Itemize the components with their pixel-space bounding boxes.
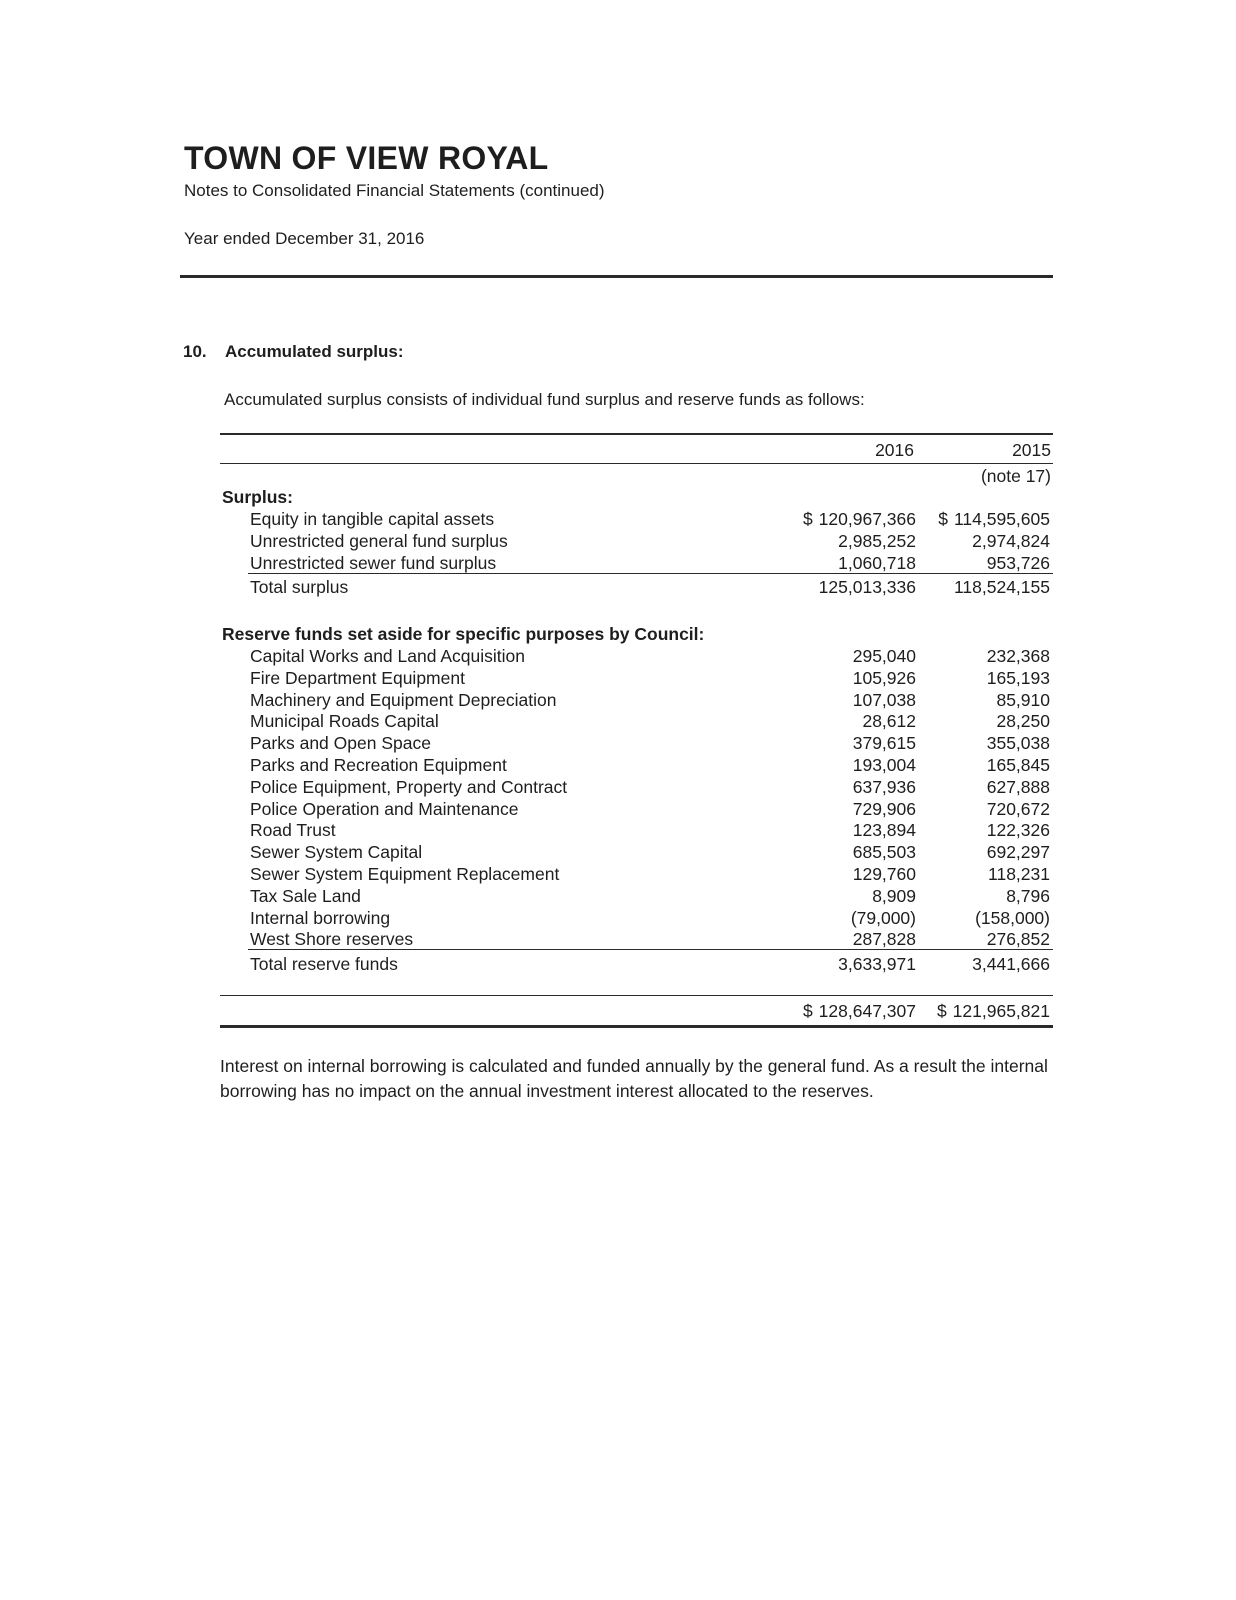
surplus-heading: Surplus:	[222, 487, 293, 507]
reserve-item-row	[220, 776, 1053, 798]
reserve-item-row	[220, 798, 1053, 820]
reporting-period: Year ended December 31, 2016	[184, 229, 425, 248]
grand-total-2015	[937, 1000, 1050, 1022]
surplus-item-amount-2015: 953,726	[986, 552, 1050, 573]
surplus-item-value-2016	[838, 530, 916, 552]
reserve-item-value-2015	[1006, 885, 1050, 907]
surplus-item-row	[220, 530, 1053, 552]
reserve-item-value-2015	[996, 689, 1050, 711]
surplus-item-amount-2015: 114,595,605	[953, 509, 1050, 529]
reserve-item-row	[220, 928, 1053, 950]
reserve-item-value-2016	[853, 798, 916, 820]
reserve-item-amount-2016: 729,906	[852, 798, 916, 819]
reserve-item-label: Road Trust	[250, 820, 336, 841]
reserve-item-label: Police Operation and Maintenance	[250, 798, 519, 819]
reserve-item-amount-2015: 627,888	[986, 776, 1050, 797]
reserve-heading: Reserve funds set aside for specific purposes by Council:	[222, 624, 705, 644]
reserve-item-label: Tax Sale Land	[250, 885, 361, 906]
reserve-item-row	[220, 863, 1053, 885]
reserve-item-amount-2016: 129,760	[852, 864, 916, 884]
surplus-heading-row	[220, 486, 1053, 508]
reserve-item-value-2016	[853, 863, 916, 885]
surplus-item-label: Unrestricted general fund surplus	[250, 530, 508, 551]
reserve-item-amount-2015: (158,000)	[975, 907, 1050, 928]
document-subtitle: Notes to Consolidated Financial Statements (continued)	[184, 181, 605, 200]
reserve-item-label: Parks and Recreation Equipment	[250, 755, 507, 775]
reserve-item-label: Parks and Open Space	[250, 733, 431, 754]
reserve-total-label: Total reserve funds	[250, 954, 398, 974]
surplus-item-value-2016	[838, 552, 916, 574]
reserve-item-amount-2016: 295,040	[852, 646, 916, 666]
surplus-item-row	[220, 552, 1053, 574]
header-divider	[180, 275, 1053, 278]
reserve-item-value-2015	[987, 645, 1050, 667]
reserve-item-amount-2015: 28,250	[996, 711, 1050, 732]
grand-total-2016	[803, 1000, 916, 1022]
surplus-item-amount-2015: 2,974,824	[972, 530, 1050, 551]
reserve-item-value-2016	[853, 928, 916, 950]
reserve-item-row	[220, 645, 1053, 667]
reserve-item-value-2015	[987, 841, 1050, 863]
reserve-item-label: West Shore reserves	[250, 929, 414, 950]
grand-total-2016-value: 128,647,307	[818, 1001, 916, 1021]
reserve-item-amount-2016: (79,000)	[850, 907, 916, 928]
reserve-item-label: Capital Works and Land Acquisition	[250, 646, 525, 666]
surplus-item-row	[220, 508, 1053, 530]
reserve-item-amount-2016: 287,828	[852, 929, 916, 950]
reserve-subtotal-rule	[248, 949, 1053, 950]
reserve-item-amount-2016: 8,909	[872, 885, 916, 906]
reserve-item-row	[220, 907, 1053, 929]
column-note: (note 17)	[980, 466, 1051, 486]
grand-total-double-rule	[220, 1025, 1053, 1028]
reserve-item-value-2016	[853, 732, 916, 754]
reserve-item-amount-2015: 276,852	[986, 929, 1050, 950]
column-header-2015: 2015	[1012, 440, 1051, 460]
reserve-item-value-2016	[853, 667, 916, 689]
surplus-item-label: Unrestricted sewer fund surplus	[250, 552, 497, 573]
reserve-total-2015: 3,441,666	[972, 954, 1050, 974]
reserve-item-amount-2016: 685,503	[852, 842, 916, 863]
reserve-item-amount-2015: 692,297	[986, 842, 1050, 863]
dollar-sign: $	[936, 1001, 947, 1021]
reserve-item-amount-2016: 379,615	[852, 733, 916, 754]
column-header-2016: 2016	[875, 440, 914, 460]
reserve-item-label: Sewer System Equipment Replacement	[250, 864, 560, 884]
reserve-item-label: Machinery and Equipment Depreciation	[250, 689, 557, 710]
surplus-item-value-2016	[803, 508, 916, 530]
column-header-rule	[220, 463, 1053, 464]
reserve-item-amount-2015: 8,796	[1006, 885, 1050, 906]
note-title: Accumulated surplus:	[225, 342, 404, 361]
reserve-item-amount-2016: 28,612	[862, 711, 916, 732]
reserve-item-value-2016	[862, 710, 916, 732]
reserve-item-row	[220, 710, 1053, 732]
reserve-item-value-2015	[987, 732, 1050, 754]
surplus-item-label: Equity in tangible capital assets	[250, 509, 495, 529]
reserve-item-value-2016	[851, 907, 916, 929]
reserve-item-amount-2015: 118,231	[988, 864, 1050, 884]
reserve-item-value-2016	[853, 689, 916, 711]
reserve-total-row	[220, 953, 1053, 975]
reserve-item-amount-2015: 355,038	[986, 733, 1050, 754]
dollar-sign: $	[802, 1001, 813, 1021]
reserve-item-amount-2016: 123,894	[852, 820, 916, 841]
reserve-item-value-2015	[987, 667, 1050, 689]
note-heading	[183, 342, 404, 362]
reserve-item-label: Police Equipment, Property and Contract	[250, 776, 568, 797]
reserve-item-value-2015	[987, 776, 1050, 798]
surplus-item-value-2015	[972, 530, 1050, 552]
reserve-item-amount-2015: 122,326	[986, 820, 1050, 841]
dollar-sign: $	[938, 509, 948, 529]
reserve-item-amount-2016: 105,926	[852, 667, 916, 688]
dollar-sign: $	[802, 509, 813, 529]
reserve-heading-row	[220, 623, 1053, 645]
surplus-item-amount-2016: 1,060,718	[838, 552, 916, 573]
reserve-total-2016: 3,633,971	[838, 954, 916, 974]
surplus-item-value-2015	[987, 552, 1050, 574]
reserve-item-value-2016	[853, 776, 916, 798]
table-top-rule	[220, 433, 1053, 435]
reserve-item-row	[220, 819, 1053, 841]
reserve-item-label: Municipal Roads Capital	[250, 711, 439, 732]
surplus-total-2015: 118,524,155	[953, 577, 1050, 597]
reserve-item-amount-2016: 637,936	[852, 776, 916, 797]
reserve-item-value-2016	[853, 754, 916, 776]
reserve-item-label: Internal borrowing	[250, 907, 391, 928]
reserve-item-label: Sewer System Capital	[250, 842, 423, 863]
grand-total-row	[220, 1000, 1053, 1022]
reserve-item-amount-2015: 232,368	[986, 646, 1050, 666]
reserve-item-value-2016	[853, 645, 916, 667]
column-note-row	[220, 465, 1053, 487]
note-number: 10.	[183, 342, 207, 361]
reserve-item-amount-2016: 193,004	[852, 755, 916, 775]
reserve-item-row	[220, 732, 1053, 754]
surplus-subtotal-rule	[248, 573, 1053, 574]
reserve-item-amount-2015: 165,845	[986, 755, 1050, 775]
reserve-item-row	[220, 689, 1053, 711]
reserve-item-label: Fire Department Equipment	[250, 667, 465, 688]
reserve-item-amount-2015: 720,672	[986, 798, 1050, 819]
organization-title: TOWN OF VIEW ROYAL	[184, 140, 549, 176]
surplus-total-row	[220, 576, 1053, 598]
note-intro: Accumulated surplus consists of individual fund surplus and reserve funds as follows:	[224, 390, 865, 409]
reserve-item-row	[220, 667, 1053, 689]
footnote-paragraph: Interest on internal borrowing is calculated and funded annually by the general fund. As a result the internal borrowing has no impact on the annual investment interest allocated to the reserves.	[220, 1056, 1048, 1101]
surplus-item-amount-2016: 120,967,366	[818, 509, 916, 529]
reserve-item-value-2015	[987, 928, 1050, 950]
reserve-item-value-2016	[872, 885, 916, 907]
reserve-item-amount-2015: 85,910	[996, 689, 1050, 710]
surplus-total-2016: 125,013,336	[818, 577, 916, 597]
surplus-item-value-2015	[938, 508, 1050, 530]
reserve-item-row	[220, 885, 1053, 907]
reserve-item-value-2015	[975, 907, 1050, 929]
grand-total-top-rule	[220, 995, 1053, 996]
column-header-row	[220, 439, 1053, 461]
grand-total-2015-value: 121,965,821	[952, 1001, 1050, 1021]
reserve-item-value-2015	[996, 710, 1050, 732]
reserve-item-amount-2015: 165,193	[986, 667, 1050, 688]
reserve-item-value-2015	[988, 863, 1050, 885]
reserve-item-amount-2016: 107,038	[852, 689, 916, 710]
reserve-item-value-2016	[853, 819, 916, 841]
reserve-item-value-2015	[987, 754, 1050, 776]
reserve-item-value-2016	[853, 841, 916, 863]
reserve-item-row	[220, 841, 1053, 863]
reserve-item-row	[220, 754, 1053, 776]
surplus-total-label: Total surplus	[250, 577, 349, 597]
reserve-item-value-2015	[987, 819, 1050, 841]
surplus-item-amount-2016: 2,985,252	[838, 530, 916, 551]
reserve-item-value-2015	[987, 798, 1050, 820]
